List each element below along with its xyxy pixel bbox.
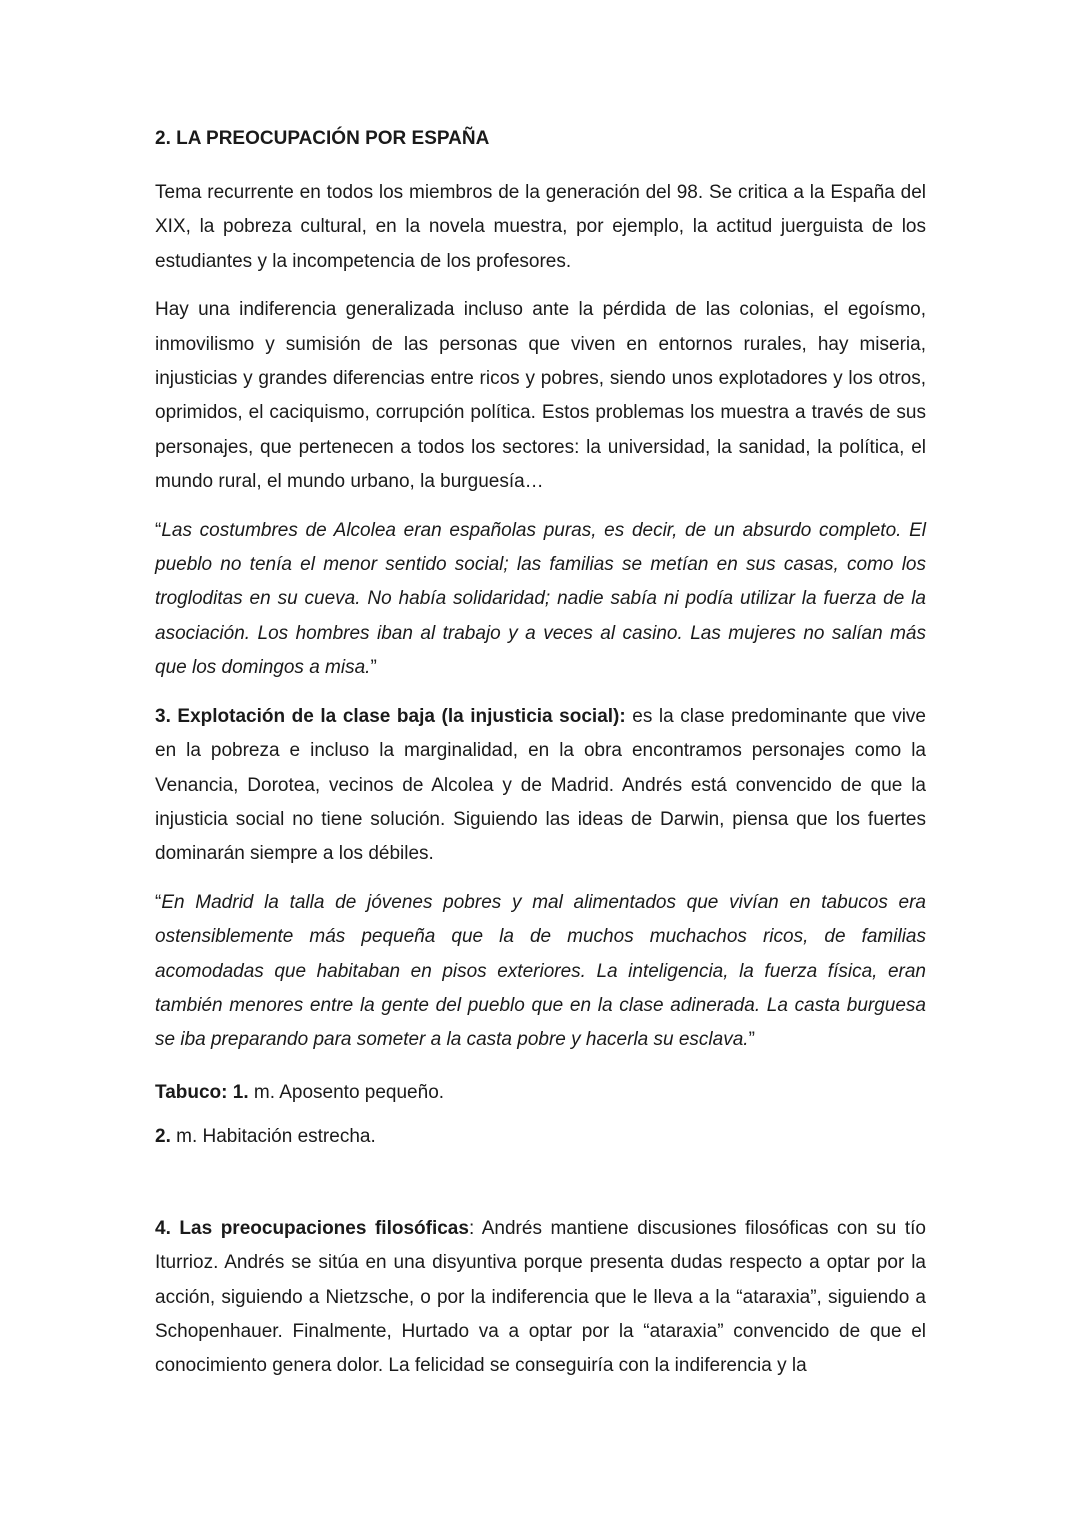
section-2-paragraph-2: Hay una indiferencia generalizada incluso ante la pérdida de las colonias, el egoísmo, inmovilismo y sumisión de las personas que viven en entornos rurales, hay miseria, injusticias y grandes diferencias entre ricos y pobres, siendo unos explotadores y los otros, oprimidos, el caciquismo, corrupción política. Estos problemas los muestra a través de sus personajes, que pertenecen a todos los sectores: la universidad, la sanidad, la política, el mundo rural, el mundo urbano, la burguesía… xyxy=(155,299,926,493)
document-page xyxy=(155,124,926,1398)
quote-close-mark: ” xyxy=(748,1029,755,1051)
definition-sense-2 xyxy=(155,1122,926,1152)
section-2-paragraph-1: Tema recurrente en todos los miembros de la generación del 98. Se critica a la España del XIX, la pobreza cultural, en la novela muestra, por ejemplo, la actitud juerguista de los estudiantes y la incompetencia de los profesores. xyxy=(155,182,926,272)
section-3-quote xyxy=(155,886,926,1058)
quote-open-mark: “ xyxy=(155,891,162,913)
section-2-quote xyxy=(155,514,926,686)
quote-text: Las costumbres de Alcolea eran españolas puras, es decir, de un absurdo completo. El pueblo no tenía el menor sentido social; las familias se metían en sus casas, como los trogloditas en su cueva. No había solidaridad; nadie sabía ni podía utilizar la fuerza de la asociación. Los hombres iban al trabajo y a veces al casino. Las mujeres no salían más que los domingos a misa. xyxy=(155,519,926,679)
section-3-text: es la clase predominante que vive en la pobreza e incluso la marginalidad, en la obra encontramos personajes como la Venancia, Dorotea, vecinos de Alcolea y de Madrid. Andrés está convencido de que la injusticia social no tiene solución. Siguiendo las ideas de Darwin, piensa que los fuertes dominarán siempre a los débiles. xyxy=(155,705,926,865)
section-4-text: : Andrés mantiene discusiones filosóficas con su tío Iturrioz. Andrés se sitúa en una disyuntiva porque presenta dudas respecto a optar por la acción, siguiendo a Nietzsche, o por la indiferencia que le lleva a la “ataraxia”, siguiendo a Schopenhauer. Finalmente, Hurtado va a optar por la “ataraxia” convencido de que el conocimiento genera dolor. La felicidad se conseguiría con la indiferencia y la xyxy=(155,1217,926,1377)
definition-number-2: 2. xyxy=(155,1125,171,1147)
section-4-heading: 4. Las preocupaciones filosóficas xyxy=(155,1217,469,1239)
section-2-heading: 2. LA PREOCUPACIÓN POR ESPAÑA xyxy=(155,128,490,149)
section-4-paragraph xyxy=(155,1212,926,1384)
definition-text-2: m. Habitación estrecha. xyxy=(170,1125,376,1147)
spacer xyxy=(155,1166,926,1212)
definition-term: Tabuco: xyxy=(155,1081,228,1103)
definition-number-1: 1. xyxy=(227,1081,249,1103)
quote-close-mark: ” xyxy=(370,657,377,679)
definition-text-1: m. Aposento pequeño. xyxy=(248,1081,445,1103)
definition-sense-1 xyxy=(155,1078,926,1108)
section-3-heading: 3. Explotación de la clase baja (la injusticia social): xyxy=(155,705,626,727)
quote-open-mark: “ xyxy=(155,519,162,541)
section-3-paragraph xyxy=(155,700,926,872)
quote-text: En Madrid la talla de jóvenes pobres y mal alimentados que vivían en tabucos era ostensiblemente más pequeña que la de muchos muchachos ricos, de familias acomodadas que habitaban en pisos exteriores. La inteligencia, la fuerza física, eran también menores entre la gente del pueblo que en la clase adinerada. La casta burguesa se iba preparando para someter a la casta pobre y hacerla su esclava. xyxy=(155,891,926,1051)
